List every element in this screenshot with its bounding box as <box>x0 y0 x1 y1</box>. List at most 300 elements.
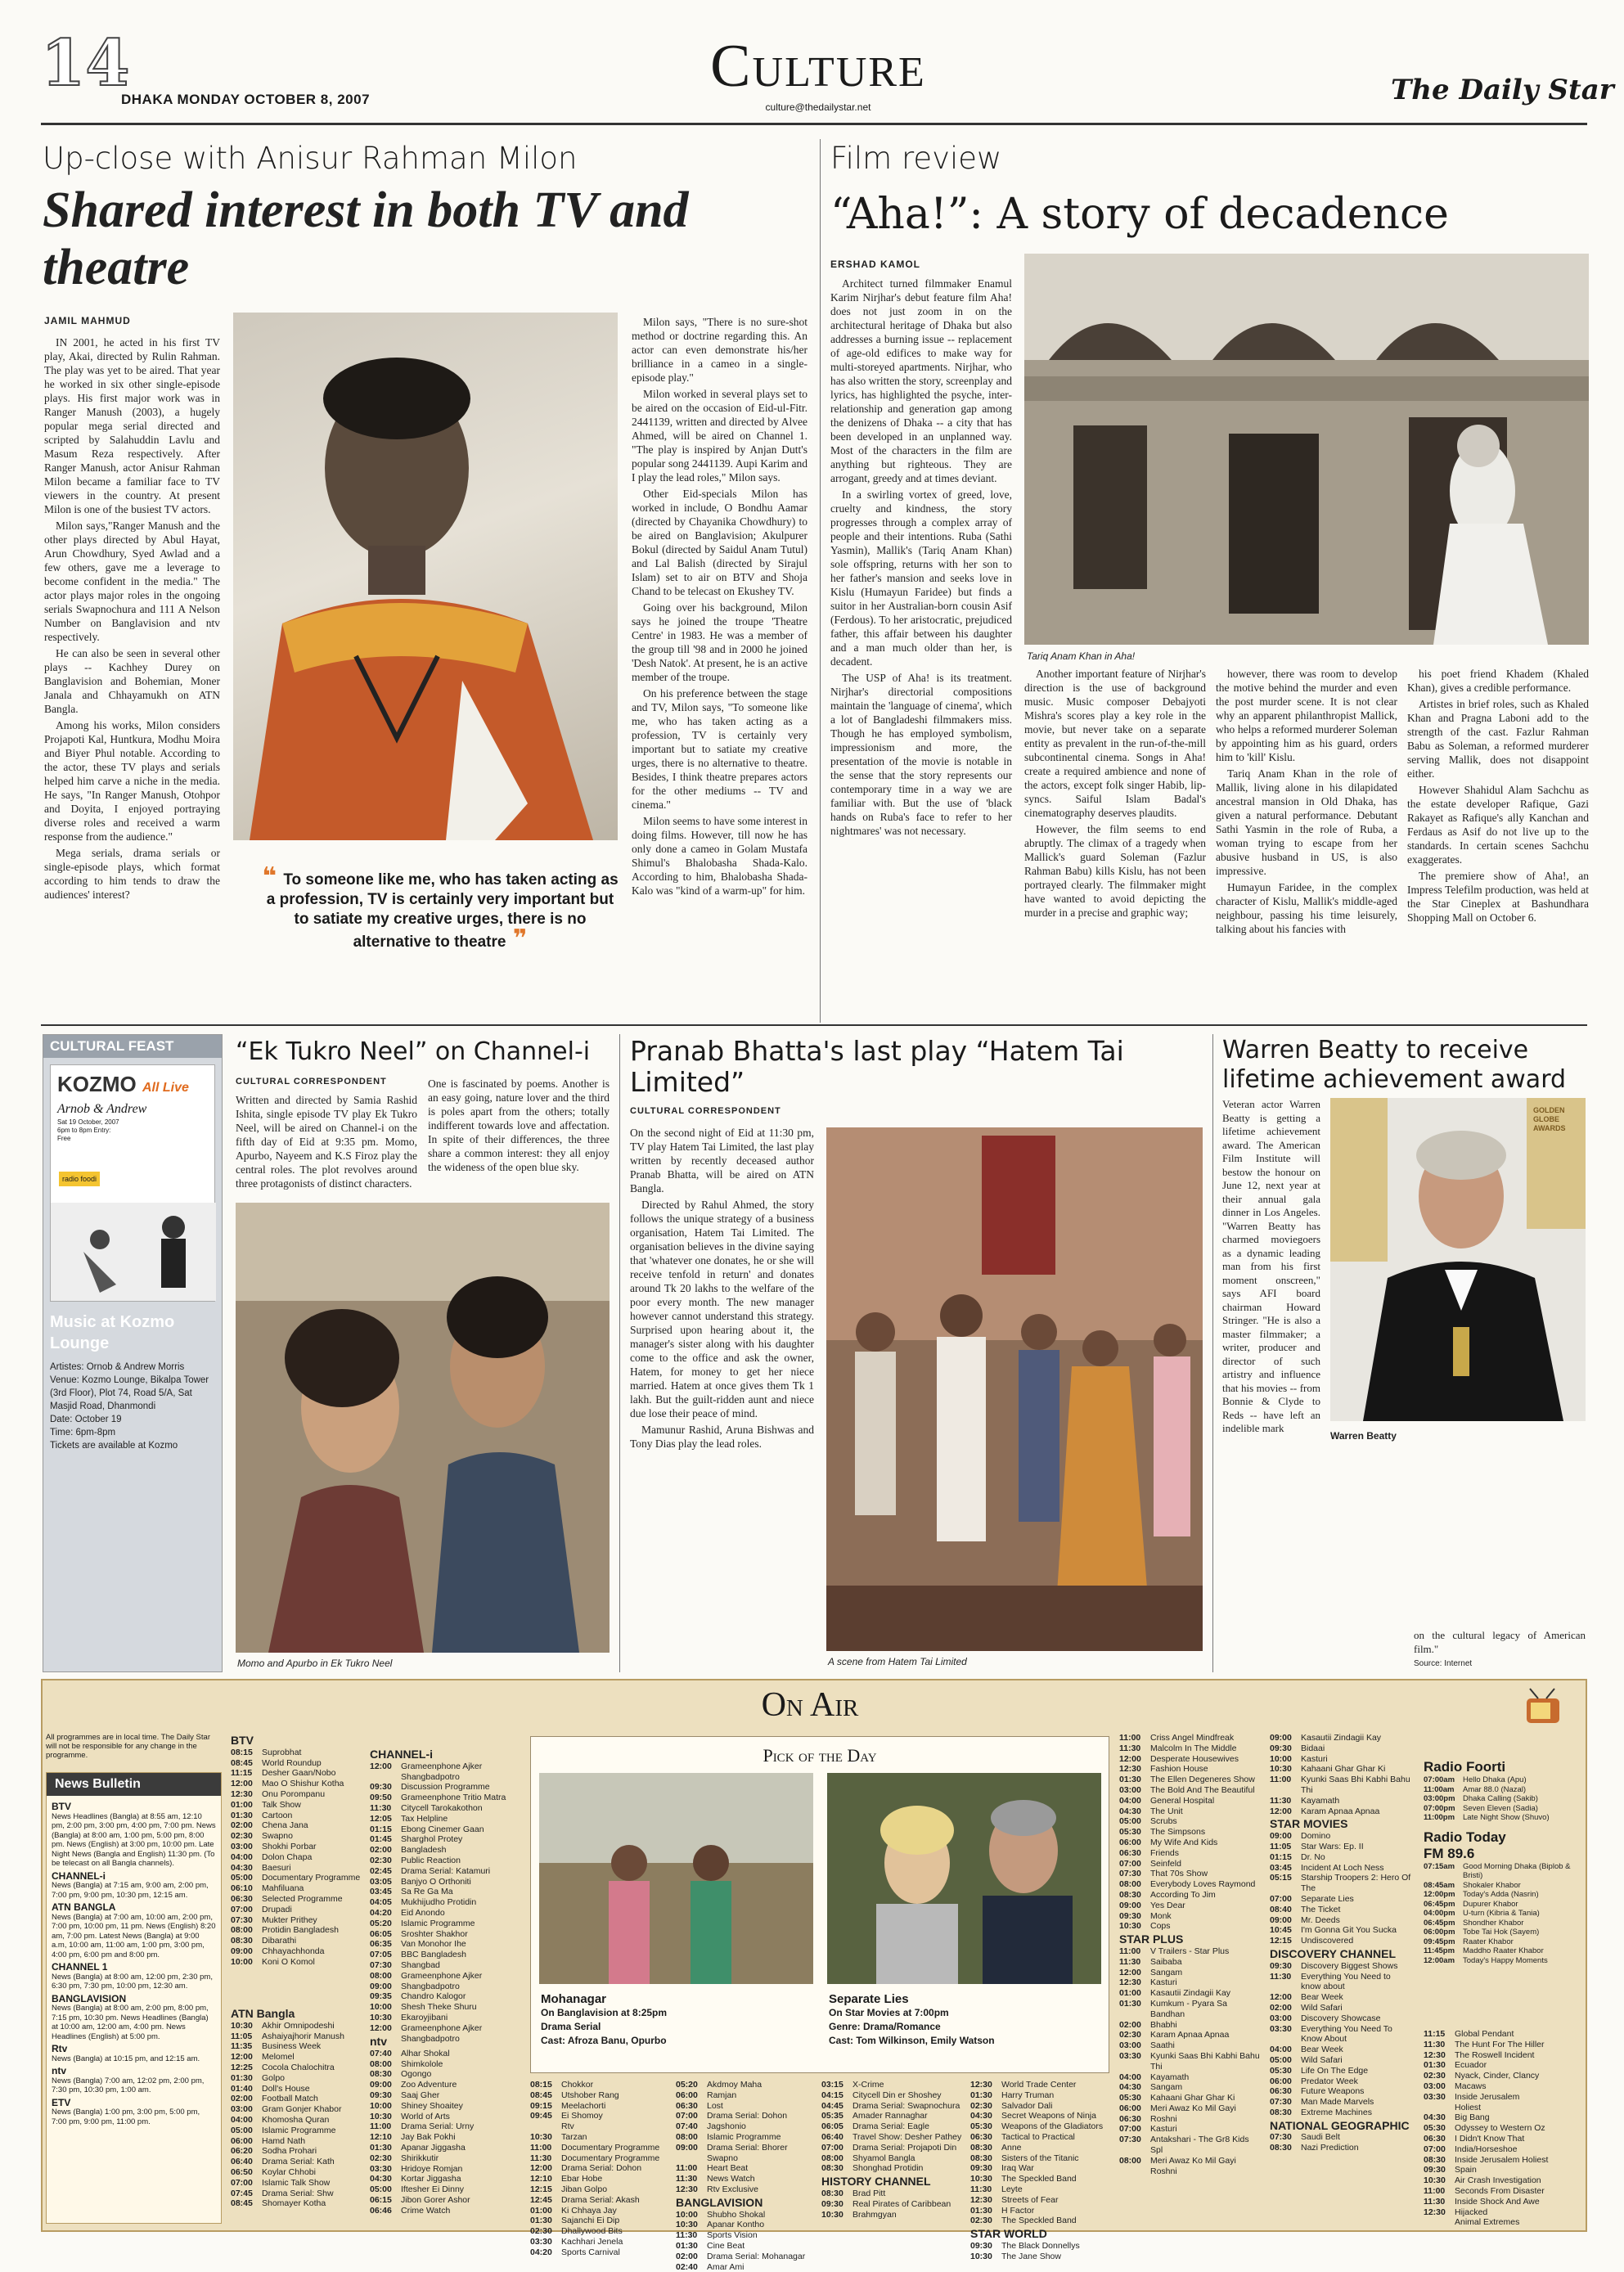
listing-time: 07:30 <box>1119 2135 1141 2145</box>
listing-row <box>1119 1743 1262 1754</box>
listing-show: Shesh Theke Shuru <box>401 2002 477 2013</box>
listing-row <box>1119 2135 1262 2156</box>
listing-time: 09:45pm <box>1424 1937 1455 1946</box>
listing-time: 12:15 <box>1270 1936 1292 1946</box>
listing-row <box>1119 2114 1262 2125</box>
listing-row <box>370 1960 517 1971</box>
news-bulletin-title: News Bulletin <box>47 1773 221 1796</box>
listing-time: 01:00 <box>231 1799 253 1810</box>
listing-show: Jagshonio <box>707 2121 746 2132</box>
milon-p2: Milon says,"Ranger Manush and the other plays directed by Abul Hayat, Arun Chowdhury, Syed Awlad and a few others, gave me a leverage to become confident in the media." The actor plays major roles in the ongoing serials Swapnochura and 111 A Nelson Number on Banglavision and ntv respectively. <box>44 520 220 643</box>
listing-row <box>1270 1915 1413 1926</box>
listing-row <box>970 2252 1109 2262</box>
listing-time: 04:20 <box>530 2247 552 2257</box>
starworld-starplus-listing <box>1119 1733 1262 2176</box>
listing-time: 07:00 <box>231 2177 253 2188</box>
aha-column-1 <box>830 277 1012 840</box>
listing-row <box>676 2080 815 2090</box>
listing-row <box>1424 2071 1583 2081</box>
listing-show: Sodha Prohari <box>262 2146 317 2157</box>
listing-row <box>530 2237 669 2247</box>
listing-show: Kasturi <box>1150 2124 1177 2135</box>
listing-time: 05:30 <box>1119 1827 1141 1838</box>
listing-time: 07:00 <box>1270 1893 1292 1904</box>
listing-time: 03:00 <box>1270 2013 1292 2023</box>
listing-row <box>1424 1890 1583 1900</box>
listing-row <box>370 2164 517 2175</box>
channel-heading: BANGLAVISION <box>676 2195 763 2209</box>
listing-time: 07:00am <box>1424 1775 1455 1784</box>
radio-box <box>1424 1759 1583 1965</box>
listing-show: Rtv <box>561 2121 574 2132</box>
milon-c2-p1: Milon says, "There is no sure-shot method or doctrine regarding this. An actor can even demonstrate his/her brilliance in a cameo in a single-episode play." <box>632 316 808 384</box>
listing-time: 08:15 <box>530 2080 552 2090</box>
listing-time: 07:30 <box>1119 1869 1141 1879</box>
section-title: Culture <box>710 33 926 100</box>
milon-c2-p5: On his preference between the stage and TV, Milon says, "To someone like me, who has taken acting as a profession, TV is certainly very important but to satiate my creative urges, there is no alternative to theatre. Besides, I think theatre prepares actors for the other mediums -- TV and cinema." <box>632 687 808 811</box>
milon-p5: Mega serials, drama serials or single-episode plays, which format according to him tends to draw the audiences' interest? <box>44 847 220 901</box>
listing-show: World Trade Center <box>1001 2080 1077 2090</box>
listing-time: 04:00pm <box>1424 1909 1455 1918</box>
listing-show: Kayamath <box>1301 1795 1340 1806</box>
listing-time: 08:30 <box>1270 2107 1292 2117</box>
listing-row <box>1424 1813 1583 1823</box>
pick-2-genre: Genre: Drama/Romance <box>829 2021 941 2032</box>
listing-show: Kahaani Ghar Ghar Ki <box>1150 2093 1235 2103</box>
listing-time: 03:00 <box>1424 2081 1446 2091</box>
listing-row <box>370 2195 517 2206</box>
on-air-title: On Air <box>761 1686 859 1724</box>
listing-row <box>370 2090 517 2101</box>
listing-time: 10:00 <box>370 2100 392 2111</box>
listing-time: 07:00 <box>231 1904 253 1914</box>
feast-event-title: Music at Kozmo Lounge <box>50 1313 175 1352</box>
listing-row <box>1270 1796 1413 1806</box>
listing-time: 01:30 <box>231 1810 253 1820</box>
listing-row <box>231 2052 362 2063</box>
neel-p2: One is fascinated by poems. Another is an easy going, nature lover and the third is poles apart from the others; totally indifferent towards love and affectation. In spite of their differences, the three share a common interest: they all enjoy the wideness of the open blue sky. <box>428 1078 610 1173</box>
atn-listing <box>231 2006 362 2209</box>
listing-row <box>530 2216 669 2226</box>
listing-time: 07:40 <box>370 2048 392 2058</box>
listing-time: 08:45 <box>231 2198 253 2209</box>
hatem-byline: CULTURAL CORRESPONDENT <box>630 1106 781 1116</box>
listing-row <box>231 1894 362 1905</box>
listing-time: 10:30 <box>370 2012 392 2022</box>
listing-row <box>370 1929 517 1940</box>
listing-time: 04:30 <box>1119 2082 1141 2093</box>
listing-row <box>370 1971 517 1982</box>
listing-time: 11:30 <box>1270 1795 1292 1806</box>
listing-row <box>1424 1928 1583 1937</box>
listing-show: Eid Anondo <box>401 1907 445 1918</box>
listing-row <box>821 2153 965 2164</box>
news-channel-name: CHANNEL-i <box>52 1869 106 1882</box>
paper-logo: The Daily Star <box>1391 74 1614 106</box>
listing-show: Karam Apnaa Apnaa <box>1150 2030 1230 2040</box>
listing-row <box>370 2002 517 2013</box>
listing-row <box>1424 1919 1583 1928</box>
listing-row <box>231 1758 362 1769</box>
listing-time: 08:30 <box>231 1936 253 1946</box>
listing-row <box>1119 1827 1262 1838</box>
listing-show: World Roundup <box>262 1757 322 1768</box>
listing-show: I'm Gonna Git You Sucka <box>1301 1925 1397 1936</box>
listing-show: Shubho Shokal <box>707 2209 766 2220</box>
listing-row <box>821 2121 965 2132</box>
aha-c4-p4: The premiere show of Aha!, an Impress Telefilm production, was held at the Star Cineplex at Bashundhara Shopping Mall on October 6. <box>1407 870 1589 924</box>
listing-show: Meri Awaz Ko Mil Gayi Roshni <box>1150 2155 1236 2176</box>
listing-show: X-Crime <box>852 2080 884 2090</box>
listing-row <box>231 1748 362 1758</box>
listing-row <box>370 1834 517 1845</box>
dateline: DHAKA MONDAY OCTOBER 8, 2007 <box>121 92 371 107</box>
radio-foorti-title: Radio Foorti <box>1424 1759 1506 1775</box>
listing-show: Kortar Jiggasha <box>401 2174 461 2184</box>
listing-show: Rtv Exclusive <box>707 2184 759 2194</box>
listing-time: 09:30 <box>970 2240 992 2251</box>
listing-show: Drama Serial: Dohon <box>561 2163 642 2174</box>
listing-time: 03:15 <box>821 2080 843 2090</box>
listing-show: Sports Vision <box>707 2230 758 2241</box>
listing-row <box>1424 1937 1583 1947</box>
listing-row <box>231 1873 362 1883</box>
pick-1-cast: Cast: Afroza Banu, Opurbo <box>541 2035 667 2046</box>
cultural-feast-label: CULTURAL FEAST <box>43 1035 222 1058</box>
listing-row <box>370 2174 517 2184</box>
listing-time: 04:30 <box>370 2174 392 2184</box>
listing-show: Drama Serial: Bhorer Swapno <box>707 2142 788 2163</box>
feast-line-venue: Venue: Kozmo Lounge, Bikalpa Tower (3rd Floor), Plot 74, Road 5/A, Sat Masjid Road, Dhanmondi <box>50 1375 209 1411</box>
listing-time: 09:00 <box>1270 1914 1292 1925</box>
listing-show: Real Pirates of Caribbean <box>852 2198 951 2209</box>
kozmo-ad <box>50 1064 215 1302</box>
listing-show: Saaj Gher <box>401 2090 440 2100</box>
listing-time: 08:15 <box>231 1747 253 1757</box>
listing-row <box>1424 1909 1583 1919</box>
listing-time: 10:30 <box>1119 1921 1141 1932</box>
listing-show: Streets of Fear <box>1001 2194 1059 2205</box>
section-email: culture@thedailystar.net <box>765 101 871 113</box>
listing-time: 06:30 <box>1424 2133 1446 2144</box>
neel-column-2 <box>428 1077 610 1176</box>
listing-time: 10:30 <box>821 2209 843 2220</box>
listing-time: 12:30 <box>970 2080 992 2090</box>
listing-row <box>1119 2103 1262 2114</box>
listing-time: 06:30 <box>1119 1847 1141 1858</box>
listing-show: Doll's House <box>262 2083 310 2094</box>
listing-time: 04:45 <box>821 2100 843 2111</box>
listing-row <box>970 2143 1109 2153</box>
listing-time: 02:40 <box>676 2261 698 2272</box>
milon-c2-p4: Going over his background, Milon says he joined the troupe 'Theatre Centre' in 1983. He was a member of the group till '98 and in 2000 he joined 'Desh Natok'. At present, he is an active member of the troupe. <box>632 601 808 683</box>
listing-row <box>821 2163 965 2174</box>
listing-time: 03:45 <box>1270 1862 1292 1873</box>
listing-time: 06:15 <box>370 2194 392 2205</box>
listing-row <box>370 1991 517 2002</box>
neel-couple-image <box>236 1203 610 1653</box>
listing-row <box>1119 1733 1262 1743</box>
listing-show: Shondher Khabor <box>1463 1918 1524 1928</box>
listing-row <box>1119 1796 1262 1806</box>
listing-time: 11:35 <box>231 2041 253 2052</box>
aha-photo-caption: Tariq Anam Khan in Aha! <box>1027 650 1136 662</box>
listing-row <box>370 2206 517 2216</box>
listing-show: Macaws <box>1455 2081 1487 2091</box>
listing-show: Apanar Jiggasha <box>401 2142 466 2153</box>
listing-show: Life On The Edge <box>1301 2065 1369 2076</box>
listing-row <box>231 1779 362 1789</box>
listing-row <box>1119 1869 1262 1879</box>
listing-show: Drama Serial: Akash <box>561 2194 640 2205</box>
listing-show: Everything You Need To Know About <box>1301 2023 1392 2045</box>
listing-time: 09:50 <box>370 1793 392 1803</box>
banglavision-history-listing <box>821 2080 965 2220</box>
listing-time: 05:30 <box>970 2121 992 2132</box>
listing-row <box>530 2143 669 2153</box>
listing-show: Wild Safari <box>1301 2002 1343 2013</box>
listing-show: Kayamath <box>1150 2072 1190 2082</box>
listing-row <box>530 2247 669 2258</box>
news-bulletin-box <box>46 1772 222 2224</box>
radio-today-listing <box>1424 1862 1583 1966</box>
listing-row <box>676 2090 815 2101</box>
listing-time: 04:30 <box>231 1862 253 1873</box>
listing-show: Bhabhi <box>1150 2019 1177 2030</box>
listing-row <box>1270 2097 1413 2108</box>
page-number: 14 <box>41 26 130 101</box>
listing-time: 06:30 <box>970 2131 992 2142</box>
listing-row <box>231 1768 362 1779</box>
listing-row <box>1270 2076 1413 2087</box>
listing-show: The Ellen Degeneres Show <box>1150 1775 1255 1785</box>
aha-c1-p1: Architect turned filmmaker Enamul Karim Nirjhar's debut feature film Aha! does not just zoom in on the architectural heritage of Dhaka but also addresses a burning issue -- replacement of age-old edifices to make way for multi-storeyed apartments. Nirjhar, who has also written the story, screenplay and lyrics, has highlighted the psyche, inter-relationship and generation gap among the denizens of Dhaka -- a city that has been developed in an unplanned way. Most of the characters in the film are anything but righteous. They are arrogant, greedy and at times deviant. <box>830 277 1012 484</box>
listing-show: Chhayachhonda <box>262 1946 325 1956</box>
listing-show: Shirikkutir <box>401 2153 439 2163</box>
listing-time: 12:00 <box>1270 1806 1292 1816</box>
aha-c3-p2: Tariq Anam Khan in the role of Mallik, living alone in his dilapidated ancestral mansion in Old Dhaka, has given a natural performance. Debutant Sathi Yasmin in the role of Ruba, a woman trying to escape from her abusive husband in US, is also impressive. <box>1216 767 1397 877</box>
listing-time: 11:30 <box>1119 1956 1141 1967</box>
listing-row <box>970 2121 1109 2132</box>
listing-time: 10:30 <box>970 2174 992 2184</box>
listing-time: 09:30 <box>370 1782 392 1793</box>
listing-show: That 70s Show <box>1150 1869 1208 1879</box>
listing-time: 12:15 <box>530 2184 552 2194</box>
aha-c3-p3: Humayun Faridee, in the complex character of Kislu, Mallik's middle-aged neighbour, passing his time leisurely, talking about his fancies with <box>1216 881 1397 935</box>
listing-show: Kasautii Zindagii Kay <box>1150 1988 1231 1999</box>
listing-row <box>1424 1794 1583 1804</box>
milon-portrait-image <box>233 313 618 840</box>
listing-time: 09:00 <box>231 1946 253 1956</box>
listing-show: Criss Angel Mindfreak <box>1150 1733 1235 1743</box>
natgeo-listing <box>1424 2029 1583 2228</box>
listing-time: 07:00pm <box>1424 1803 1455 1813</box>
listing-time: 05:00 <box>1119 1816 1141 1827</box>
radio-foodi-tag: radio foodi <box>59 1172 100 1186</box>
listing-show: Mukhijudho Protidin <box>401 1897 477 1908</box>
listing-time: 02:30 <box>970 2216 992 2226</box>
listing-time: 04:20 <box>370 1907 392 1918</box>
listing-time: 06:00 <box>676 2090 698 2100</box>
listing-show: Amar 88.0 (Nazal) <box>1463 1784 1527 1794</box>
listing-show: Islamic Programme <box>707 2131 781 2142</box>
listing-row <box>530 2090 669 2101</box>
listing-show: Mukter Prithey <box>262 1914 317 1925</box>
listing-show: Animal Extremes <box>1455 2217 1520 2228</box>
listing-row <box>1424 2197 1583 2207</box>
listing-row <box>1119 2040 1262 2051</box>
listing-time: 01:30 <box>970 2205 992 2216</box>
listing-row <box>1270 1754 1413 1765</box>
listing-show: Drama Serial: Eagle <box>852 2121 929 2132</box>
listing-time <box>530 2121 561 2132</box>
upper-section-rule <box>41 1024 1587 1026</box>
listing-row <box>530 2163 669 2174</box>
listing-row <box>821 2132 965 2143</box>
listing-row <box>676 2132 815 2143</box>
aha-kicker: Film review <box>830 141 1002 176</box>
listing-show: Drama Serial: Dohon <box>707 2111 788 2121</box>
listing-row <box>370 2153 517 2164</box>
listing-time: 05:00 <box>1270 2054 1292 2065</box>
listing-show: Jibon Gorer Ashor <box>401 2194 470 2205</box>
btv-heading: BTV <box>231 1734 254 1747</box>
listing-row <box>370 2112 517 2122</box>
listing-row <box>530 2101 669 2112</box>
listing-show: Travel Show: Desher Pathey <box>852 2131 962 2142</box>
listing-time: 10:00 <box>1270 1753 1292 1764</box>
listing-time: 04:00 <box>1119 1795 1141 1806</box>
listing-show: Hello Dhaka (Apu) <box>1463 1775 1527 1784</box>
listing-show: Tobe Tai Hok (Sayem) <box>1463 1928 1540 1937</box>
listing-row <box>231 2189 362 2199</box>
listing-row <box>370 2049 517 2059</box>
listing-row <box>370 2059 517 2070</box>
listing-show: The Speckled Band <box>1001 2216 1077 2226</box>
listing-row <box>1270 2086 1413 2097</box>
news-channel-name: ATN BANGLA <box>52 1901 116 1913</box>
listing-row <box>1270 2013 1413 2024</box>
listing-row <box>1119 1977 1262 1988</box>
listing-show: Sports Carnival <box>561 2247 620 2257</box>
listing-show: Incident At Loch Ness <box>1301 1862 1384 1873</box>
pick-1-when: On Banglavision at 8:25pm <box>541 2007 668 2018</box>
listing-show: Islamic Talk Show <box>262 2177 331 2188</box>
listing-show: Man Made Marvels <box>1301 2097 1374 2108</box>
listing-row <box>1424 2155 1583 2166</box>
listing-time: 08:45am <box>1424 1880 1455 1890</box>
listing-show: Bear Week <box>1301 1992 1343 2003</box>
beatty-p1: Veteran actor Warren Beatty is getting a lifetime achievement award. The American Film Institute will bestow the honour on June 12, next year at their annual gala dinner in Los Angeles. "Warren Beatty has charmed moviegoers as a dynamic leading man from his first moment onscreen," says AFI board chairman Howard Stringer. "He is also a master filmmaker; a writer, producer and director of such artistry and influence that his movies -- from Bonnie & Clyde to Reds -- have left an indelible mark <box>1222 1098 1320 1434</box>
listing-row <box>1424 2134 1583 2144</box>
cultural-feast-box <box>43 1034 223 1672</box>
hatem-headline: Pranab Bhatta's last play “Hatem Tai Limited” <box>630 1035 1124 1098</box>
listing-show: Shyamol Bangla <box>852 2153 915 2163</box>
listing-row <box>676 2210 815 2220</box>
listing-show: General Hospital <box>1150 1795 1215 1806</box>
listing-row <box>1424 1956 1583 1966</box>
listing-row <box>1424 2112 1583 2123</box>
listing-show: Everything You Need to know about <box>1301 1971 1391 1992</box>
neel-p1: Written and directed by Samia Rashid Ishita, single episode TV play Ek Tukro Neel, will be aired on Channel-i on the fifth day of Eid at 9:35 pm. Momo, Apurbo, Nayeem and K.S Firoz play the central roles. The plot revolves around three protagonists of distinct characters. <box>236 1094 417 1190</box>
listing-time: 07:00 <box>1424 2144 1446 2154</box>
listing-row <box>231 2167 362 2178</box>
listing-row <box>1119 1775 1262 1785</box>
listing-row <box>821 2111 965 2121</box>
listing-show: Raater Khabor <box>1463 1937 1514 1946</box>
listing-show: Weapons of the Gladiators <box>1001 2121 1104 2132</box>
listing-time: 06:05 <box>370 1928 392 1939</box>
listing-row <box>1424 2144 1583 2155</box>
neel-photo-caption: Momo and Apurbo in Ek Tukro Neel <box>237 1658 393 1669</box>
listing-show: Shimkolole <box>401 2058 443 2069</box>
listing-show: Kasautii Zindagii Kay <box>1301 1733 1382 1743</box>
aha-c2-p2: However, the film seems to end abruptly. The climax of a tragedy when Mallick's guard Soleman (Fazlur Rahman Babu) kills Kislu, has not been portrayed clearly. The filmmaker might have wanted to avoid depicting the murder in a precise and graphic way; <box>1024 823 1206 919</box>
listing-time: 11:30 <box>676 2174 698 2184</box>
listing-time: 08:00 <box>231 1925 253 1936</box>
listing-time: 03:00 <box>231 1841 253 1851</box>
listing-time: 07:15am <box>1424 1861 1455 1871</box>
channeli-heading: CHANNEL-i <box>370 1748 433 1761</box>
listing-show: Apanar Kontho <box>707 2220 765 2230</box>
listing-row <box>1424 2123 1583 2134</box>
listing-time: 02:30 <box>970 2100 992 2111</box>
listing-show: The Black Donnellys <box>1001 2240 1080 2251</box>
listing-row <box>1424 2050 1583 2061</box>
listing-show: Separate Lies <box>1301 1893 1354 1904</box>
listing-show: Suprobhat <box>262 1747 302 1757</box>
listing-time: 03:30 <box>530 2236 552 2247</box>
open-quote-icon: ❝ <box>262 863 284 890</box>
listing-show: Shangbad <box>401 1959 440 1970</box>
listing-time: 04:05 <box>370 1897 392 1908</box>
hatem-column <box>630 1126 814 1453</box>
news-channel-name: BANGLAVISION <box>52 1992 127 2004</box>
listing-time: 12:45 <box>530 2194 552 2205</box>
listing-row <box>231 2041 362 2052</box>
neel-photo <box>236 1203 610 1653</box>
listing-show: Islamic Programme <box>401 1918 475 1928</box>
listing-show: The Speckled Band <box>1001 2174 1077 2184</box>
listing-show: Khomosha Quran <box>262 2114 330 2125</box>
listing-row <box>1119 1879 1262 1890</box>
listing-show: Nyack, Cinder, Clancy <box>1455 2071 1540 2081</box>
listing-row <box>370 1824 517 1835</box>
beatty-headline: Warren Beatty to receive lifetime achievement award <box>1222 1036 1567 1094</box>
listing-time: 10:45 <box>1270 1925 1292 1936</box>
listing-time: 06:00pm <box>1424 1928 1455 1937</box>
listing-time: 08:30 <box>821 2163 843 2174</box>
listing-time: 07:30 <box>370 1959 392 1970</box>
on-air-note: All programmes are in local time. The Daily Star will not be responsible for any change in the programme. <box>46 1733 210 1760</box>
listing-row <box>370 1939 517 1950</box>
listing-row <box>1424 2092 1583 2103</box>
listing-row <box>1424 1785 1583 1795</box>
listing-row <box>1119 2082 1262 2093</box>
listing-time: 04:30 <box>970 2111 992 2121</box>
listing-row <box>1119 1988 1262 1999</box>
listing-row <box>676 2184 815 2195</box>
listing-time: 03:05 <box>370 1876 392 1887</box>
listing-show: Bangladesh <box>401 1845 447 1856</box>
listing-time: 11:30 <box>676 2230 698 2241</box>
listing-row <box>1119 1764 1262 1775</box>
listing-row <box>1119 2051 1262 2072</box>
listing-time: 12:30 <box>1424 2049 1446 2060</box>
channel-heading: DISCOVERY CHANNEL <box>1270 1946 1397 1960</box>
listing-time: 11:30 <box>970 2184 992 2194</box>
history-starworld-listing <box>970 2080 1109 2262</box>
